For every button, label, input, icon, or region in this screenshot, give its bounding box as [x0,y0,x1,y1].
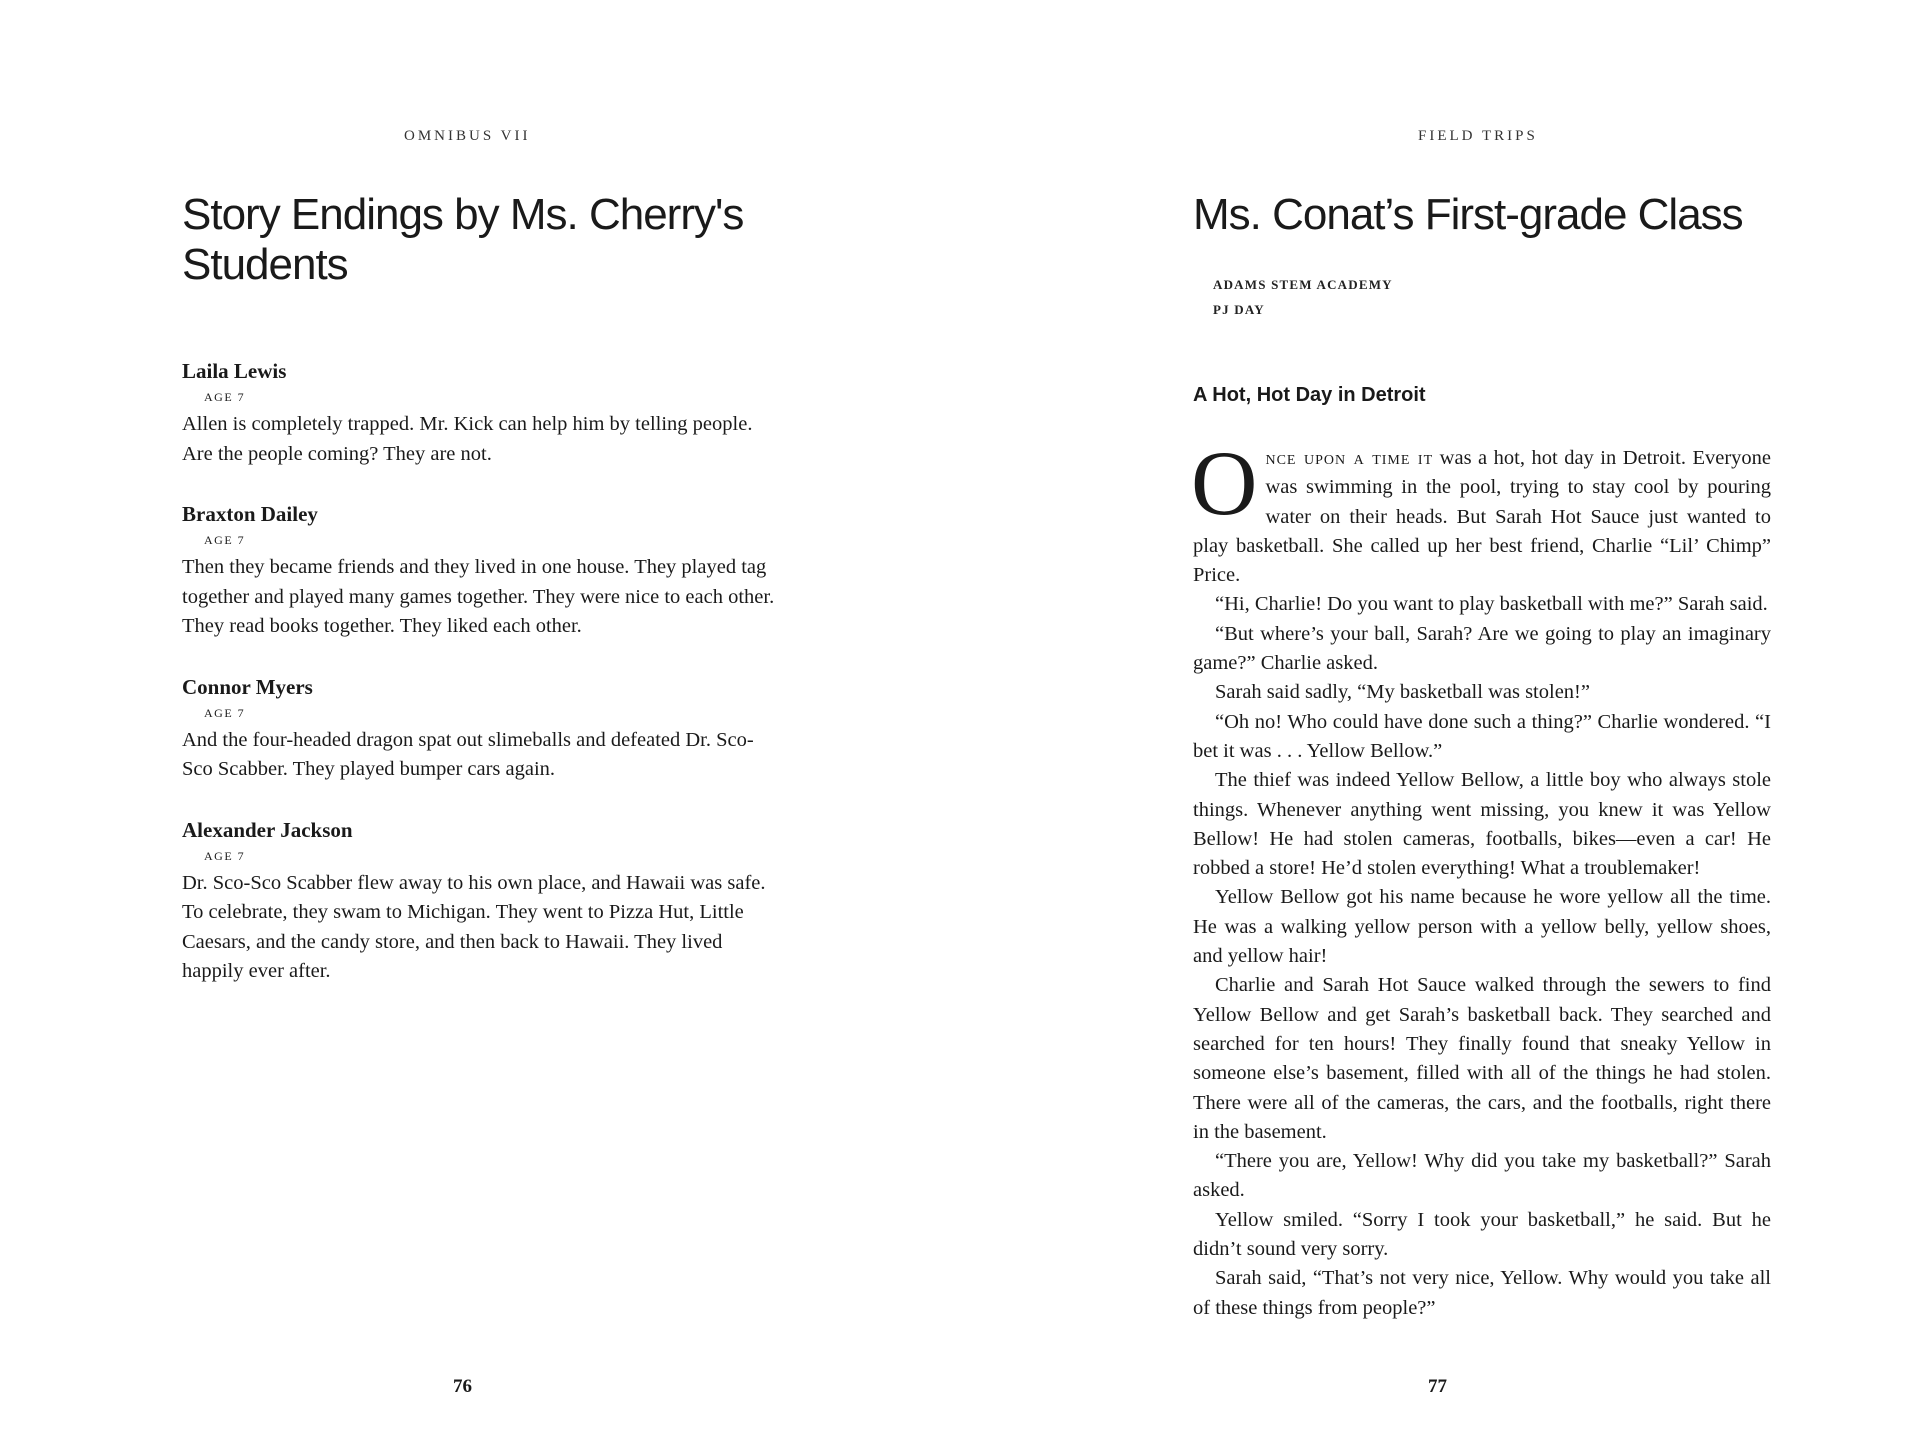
list-item [182,672,782,785]
student-age: AGE 7 [204,848,246,863]
story-paragraph: “There you are, Yellow! Why did you take my basketball?” Sarah asked. [1193,1150,1771,1202]
page-number: 76 [453,1376,472,1397]
right-page [960,0,1920,1440]
page-number: 77 [1428,1376,1447,1397]
student-name: Connor Myers [182,674,313,699]
story-body [1191,432,1772,1323]
page-title: Story Endings by Ms. Cherry's Students [182,190,744,289]
story-paragraph: “Hi, Charlie! Do you want to play basketball with me?” Sarah said. [1215,593,1768,616]
story-paragraph: Yellow Bellow got his name because he wore yellow all the time. He was a walking yellow person with a yellow belly, yellow shoes, and yellow hair! [1193,886,1771,968]
opening-small-caps: nce upon a time it [1265,447,1434,469]
running-head: FIELD TRIPS [1418,128,1538,144]
student-age: AGE 7 [204,390,246,404]
student-name: Braxton Dailey [182,502,318,526]
class-info [1213,272,1393,322]
student-age: AGE 7 [204,533,246,547]
list-item [182,356,782,469]
story-paragraph: Charlie and Sarah Hot Sauce walked through the sewers to find Yellow Bellow and get Sarah’s basketball back. They searched and searched for ten hours! They finally found that sneaky Yellow in someone else’s basement, filled with all of the things he had stolen. There were all of the cameras, the cars, and the footballs, right there in the basement. [1193,974,1771,1143]
story-paragraph: Yellow smiled. “Sorry I took your basketball,” he said. But he didn’t sound very sorry. [1193,1208,1771,1261]
story-paragraph [1191,432,1772,590]
story-paragraph: “Oh no! Who could have done such a thing?” Charlie wondered. “I bet it was . . . Yellow Bellow.” [1193,710,1771,762]
story-ending-text: And the four-headed dragon spat out slimeballs and defeated Dr. Sco-Sco Scabber. They played bumper cars again. [182,728,754,780]
story-paragraph: The thief was indeed Yellow Bellow, a little boy who always stole things. Whenever anything went missing, you knew it was Yellow Bellow! He had stolen cameras, footballs, bikes—even a car! He robbed a store! He’d stolen everything! What a troublemaker! [1193,769,1771,880]
story-endings-list [182,356,782,1017]
school-name: ADAMS STEM ACADEMY [1213,277,1393,292]
student-name: Laila Lewis [182,359,287,383]
running-head: OMNIBUS VII [404,128,531,144]
story-ending-text: Dr. Sco-Sco Scabber flew away to his own place, and Hawaii was safe. To celebrate, they swam to Michigan. They went to Pizza Hut, Little Caesars, and the candy store, and then back to Hawaii. They lived happily ever after. [182,871,766,982]
story-title: A Hot, Hot Day in Detroit [1193,384,1426,406]
drop-cap: O [1191,432,1258,534]
story-paragraph: Sarah said, “That’s not very nice, Yellow. Why would you take all of these things from people?” [1193,1267,1771,1319]
story-paragraph: “But where’s your ball, Sarah? Are we going to play an imaginary game?” Charlie asked. [1193,622,1771,675]
page-title: Ms. Conat’s First-grade Class [1193,190,1743,239]
student-age: AGE 7 [204,705,246,720]
student-name: Alexander Jackson [182,817,353,842]
story-ending-text: Allen is completely trapped. Mr. Kick can help him by telling people. Are the people coming? They are not. [182,413,753,465]
story-paragraph: Sarah said sadly, “My basketball was stolen!” [1215,681,1590,704]
list-item [182,815,782,987]
opening-text: was a hot, hot day in Detroit. Everyone was swimming in the pool, trying to stay cool by pouring water on their heads. But Sarah Hot Sauce just wanted to play basketball. She called up her best friend, Charlie “Lil’ Chimp” Price. [1193,447,1772,587]
list-item [182,499,782,642]
story-ending-text: Then they became friends and they lived in one house. They played tag together and played many games together. They were nice to each other. They read books together. They liked each other. [182,556,775,637]
event-name: PJ DAY [1213,302,1265,317]
